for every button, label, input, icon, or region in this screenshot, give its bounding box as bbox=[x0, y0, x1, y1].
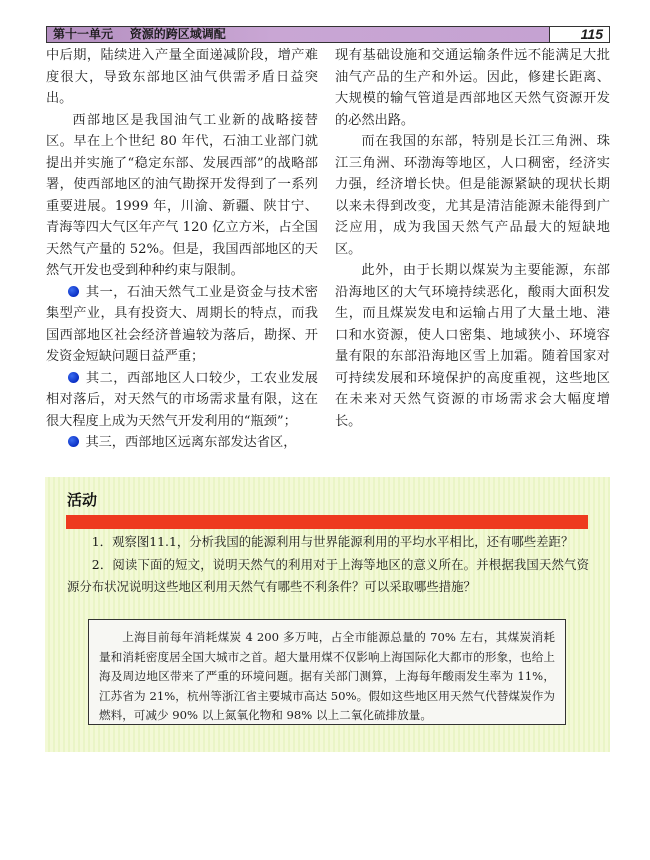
question-2: 2．阅读下面的短文，说明天然气的利用对于上海等地区的意义所在。并根据我国天然气资源分布状况说明这些地区利用天然气有哪些不利条件？可以采取哪些措施？ bbox=[67, 556, 589, 594]
page-number: 115 bbox=[549, 27, 609, 42]
question-1: 1．观察图11.1，分析我国的能源利用与世界能源利用的平均水平相比，还有哪些差距？ bbox=[91, 534, 574, 549]
paragraph: 而在我国的东部，特别是长江三角洲、珠江三角洲、环渤海等地区，人口稠密，经济实力强，经济增长快。但是能源紧缺的现状长期以来未得到改变，尤其是清洁能源未能得到广泛应用，成为我国天然气产品最大的短缺地区。 bbox=[335, 134, 610, 257]
bullet-item bbox=[46, 368, 318, 433]
bullet-dot-icon bbox=[68, 436, 79, 447]
activity-divider bbox=[66, 515, 588, 529]
bullet-text: 其一，石油天然气工业是资金与技术密集型产业，具有投资大、周期长的特点，而我国西部地区社会经济普遍较为落后，勘探、开发资金短缺问题日益严重； bbox=[46, 284, 318, 364]
paragraph: 此外，由于长期以煤炭为主要能源，东部沿海地区的大气环境持续恶化，酸雨大面积发生，而且煤炭发电和运输占用了大量土地、港口和水资源，使人口密集、地域狭小、环境容量有限的东部沿海地区雪上加霜。随着国家对可持续发展和环境保护的高度重视，这些地区在未来对天然气资源的市场需求会大幅度增长。 bbox=[335, 263, 610, 429]
bullet-dot-icon bbox=[68, 372, 79, 383]
bullet-text: 其二，西部地区人口较少，工农业发展相对落后，对天然气的市场需求量有限，这在很大程度上成为天然气开发利用的“瓶颈”； bbox=[46, 370, 318, 429]
page-header bbox=[46, 26, 610, 43]
paragraph: 中后期，陆续进入产量全面递减阶段，增产难度很大，导致东部地区油气供需矛盾日益突出。 bbox=[46, 48, 318, 106]
activity-questions bbox=[67, 531, 589, 599]
paragraph: 西部地区是我国油气工业新的战略接替区。早在上个世纪 80 年代，石油工业部门就提出并实施了“稳定东部、发展西部”的战略部署，使西部地区的油气勘探开发得到了一系列重要进展。1999 年，川渝、新疆、陕甘宁、青海等四大气区年产气 120 亿立方米，占全国天然气产量的 52%。但是，我国西部地区的天然气开发也受到种种约束与限制。 bbox=[46, 112, 318, 278]
activity-title: 活动 bbox=[67, 491, 98, 509]
bullet-item bbox=[46, 282, 318, 368]
left-column bbox=[46, 45, 318, 454]
bullet-item bbox=[46, 432, 318, 454]
bullet-dot-icon bbox=[68, 286, 79, 297]
bullet-text: 其三，西部地区远离东部发达省区， bbox=[85, 435, 297, 450]
reading-passage-box bbox=[88, 619, 566, 725]
activity-box bbox=[45, 477, 610, 752]
paragraph: 现有基础设施和交通运输条件远不能满足大批油气产品的生产和外运。因此，修建长距离、大规模的输气管道是西部地区天然气资源开发的必然出路。 bbox=[335, 48, 610, 128]
right-column bbox=[335, 45, 610, 432]
chapter-title: 第十一单元 资源的跨区域调配 bbox=[47, 27, 549, 42]
reading-passage: 上海目前每年消耗煤炭 4 200 多万吨，占全市能源总量的 70% 左右，其煤炭消耗量和消耗密度居全国大城市之首。超大量用煤不仅影响上海国际化大都市的形象，也给上海及周边地区带来了严重的环境问题。据有关部门测算，上海每年酸雨发生率为 11%，江苏省为 21%，杭州等浙江省主要城市高达 50%。假如这些地区用天然气代替煤炭作为燃料，可减少 90% 以上氮氧化物和 98% 以上二氧化硫排放量。 bbox=[99, 630, 555, 722]
